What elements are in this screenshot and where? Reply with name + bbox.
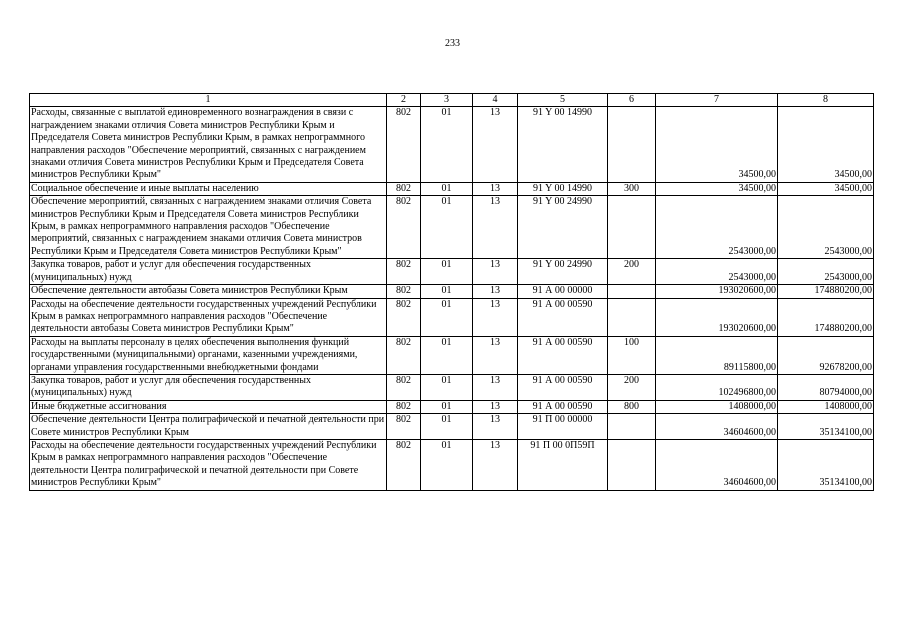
amount-year-2: 1408000,00 xyxy=(778,400,874,413)
table-row xyxy=(30,298,874,336)
table-row xyxy=(30,107,874,182)
amount-year-1: 2543000,00 xyxy=(656,259,778,285)
subsection-code: 13 xyxy=(473,439,518,490)
table-row xyxy=(30,439,874,490)
page-number: 233 xyxy=(445,38,460,49)
amount-year-2: 34500,00 xyxy=(778,107,874,182)
column-header: 1 xyxy=(30,94,387,107)
table-row xyxy=(30,336,874,374)
section-code: 01 xyxy=(421,400,473,413)
row-description: Закупка товаров, работ и услуг для обеспечения государственных (муниципальных) нужд xyxy=(30,374,387,400)
expense-type-code xyxy=(608,196,656,259)
target-article-code: 91 Y 00 24990 xyxy=(518,196,608,259)
expense-type-code: 200 xyxy=(608,259,656,285)
table-row xyxy=(30,285,874,298)
target-article-code: 91 П 00 00000 xyxy=(518,414,608,440)
row-description: Обеспечение деятельности автобазы Совета министров Республики Крым xyxy=(30,285,387,298)
subsection-code: 13 xyxy=(473,107,518,182)
amount-year-2: 35134100,00 xyxy=(778,414,874,440)
section-code: 01 xyxy=(421,285,473,298)
admin-code: 802 xyxy=(387,285,421,298)
column-header: 7 xyxy=(656,94,778,107)
expense-type-code: 800 xyxy=(608,400,656,413)
admin-code: 802 xyxy=(387,414,421,440)
target-article-code: 91 Y 00 14990 xyxy=(518,182,608,195)
target-article-code: 91 А 00 00590 xyxy=(518,298,608,336)
budget-table xyxy=(29,93,874,491)
expense-type-code: 200 xyxy=(608,374,656,400)
amount-year-1: 34604600,00 xyxy=(656,439,778,490)
admin-code: 802 xyxy=(387,298,421,336)
target-article-code: 91 А 00 00590 xyxy=(518,336,608,374)
target-article-code: 91 Y 00 14990 xyxy=(518,107,608,182)
column-header: 6 xyxy=(608,94,656,107)
admin-code: 802 xyxy=(387,336,421,374)
amount-year-2: 34500,00 xyxy=(778,182,874,195)
admin-code: 802 xyxy=(387,107,421,182)
table-row xyxy=(30,414,874,440)
column-header: 5 xyxy=(518,94,608,107)
expense-type-code xyxy=(608,107,656,182)
amount-year-2: 174880200,00 xyxy=(778,298,874,336)
table-row xyxy=(30,374,874,400)
admin-code: 802 xyxy=(387,196,421,259)
row-description: Обеспечение деятельности Центра полиграфической и печатной деятельности при Совете министров Республики Крым xyxy=(30,414,387,440)
row-description: Закупка товаров, работ и услуг для обеспечения государственных (муниципальных) нужд xyxy=(30,259,387,285)
target-article-code: 91 П 00 0П59П xyxy=(518,439,608,490)
amount-year-1: 34500,00 xyxy=(656,182,778,195)
expense-type-code xyxy=(608,285,656,298)
row-description: Расходы, связанные с выплатой единовременного вознаграждения в связи с награждением знаками отличия Совета министров Республики Крым и Председателя Совета министров Республики Крым, в рамках непрограммного направления расходов "Обеспечение мероприятий, связанных с награждением знаками отличия Совета министров Республики Крым и Председателя Совета министров Республики Крым" xyxy=(30,107,387,182)
row-description: Иные бюджетные ассигнования xyxy=(30,400,387,413)
expense-type-code xyxy=(608,439,656,490)
target-article-code: 91 А 00 00000 xyxy=(518,285,608,298)
subsection-code: 13 xyxy=(473,414,518,440)
amount-year-1: 89115800,00 xyxy=(656,336,778,374)
subsection-code: 13 xyxy=(473,285,518,298)
expense-type-code: 100 xyxy=(608,336,656,374)
amount-year-2: 80794000,00 xyxy=(778,374,874,400)
subsection-code: 13 xyxy=(473,298,518,336)
column-header: 4 xyxy=(473,94,518,107)
amount-year-1: 2543000,00 xyxy=(656,196,778,259)
table-row xyxy=(30,182,874,195)
amount-year-2: 2543000,00 xyxy=(778,259,874,285)
amount-year-1: 193020600,00 xyxy=(656,285,778,298)
expense-type-code xyxy=(608,298,656,336)
target-article-code: 91 Y 00 24990 xyxy=(518,259,608,285)
admin-code: 802 xyxy=(387,182,421,195)
row-description: Расходы на выплаты персоналу в целях обеспечения выполнения функций государственными (муниципальными) органами, казенными учреждениями, органами управления государственными внебюджетными фондами xyxy=(30,336,387,374)
section-code: 01 xyxy=(421,107,473,182)
amount-year-2: 2543000,00 xyxy=(778,196,874,259)
target-article-code: 91 А 00 00590 xyxy=(518,374,608,400)
column-header: 2 xyxy=(387,94,421,107)
section-code: 01 xyxy=(421,414,473,440)
amount-year-1: 102496800,00 xyxy=(656,374,778,400)
subsection-code: 13 xyxy=(473,374,518,400)
amount-year-1: 34500,00 xyxy=(656,107,778,182)
amount-year-1: 193020600,00 xyxy=(656,298,778,336)
section-code: 01 xyxy=(421,298,473,336)
table-header-row xyxy=(30,94,874,107)
section-code: 01 xyxy=(421,336,473,374)
table-row xyxy=(30,400,874,413)
section-code: 01 xyxy=(421,196,473,259)
table-row xyxy=(30,259,874,285)
section-code: 01 xyxy=(421,259,473,285)
subsection-code: 13 xyxy=(473,336,518,374)
row-description: Обеспечение мероприятий, связанных с награждением знаками отличия Совета министров Республики Крым и Председателя Совета министров Республики Крым, в рамках непрограммного направления расходов "Обеспечение мероприятий, связанных с награждением знаками отличия Совета министров Республики Крым и Председателя Совета министров Республики Крым" xyxy=(30,196,387,259)
section-code: 01 xyxy=(421,439,473,490)
subsection-code: 13 xyxy=(473,400,518,413)
admin-code: 802 xyxy=(387,400,421,413)
admin-code: 802 xyxy=(387,374,421,400)
admin-code: 802 xyxy=(387,259,421,285)
amount-year-2: 174880200,00 xyxy=(778,285,874,298)
amount-year-2: 35134100,00 xyxy=(778,439,874,490)
row-description: Расходы на обеспечение деятельности государственных учреждений Республики Крым в рамках непрограммного направления расходов "Обеспечение деятельности Центра полиграфической и печатной деятельности при Совете министров Республики Крым" xyxy=(30,439,387,490)
subsection-code: 13 xyxy=(473,182,518,195)
column-header: 3 xyxy=(421,94,473,107)
admin-code: 802 xyxy=(387,439,421,490)
section-code: 01 xyxy=(421,374,473,400)
table-row xyxy=(30,196,874,259)
amount-year-2: 92678200,00 xyxy=(778,336,874,374)
section-code: 01 xyxy=(421,182,473,195)
amount-year-1: 34604600,00 xyxy=(656,414,778,440)
column-header: 8 xyxy=(778,94,874,107)
row-description: Социальное обеспечение и иные выплаты населению xyxy=(30,182,387,195)
expense-type-code: 300 xyxy=(608,182,656,195)
row-description: Расходы на обеспечение деятельности государственных учреждений Республики Крым в рамках непрограммного направления расходов "Обеспечение деятельности автобазы Совета министров Республики Крым" xyxy=(30,298,387,336)
subsection-code: 13 xyxy=(473,196,518,259)
amount-year-1: 1408000,00 xyxy=(656,400,778,413)
target-article-code: 91 А 00 00590 xyxy=(518,400,608,413)
subsection-code: 13 xyxy=(473,259,518,285)
expense-type-code xyxy=(608,414,656,440)
